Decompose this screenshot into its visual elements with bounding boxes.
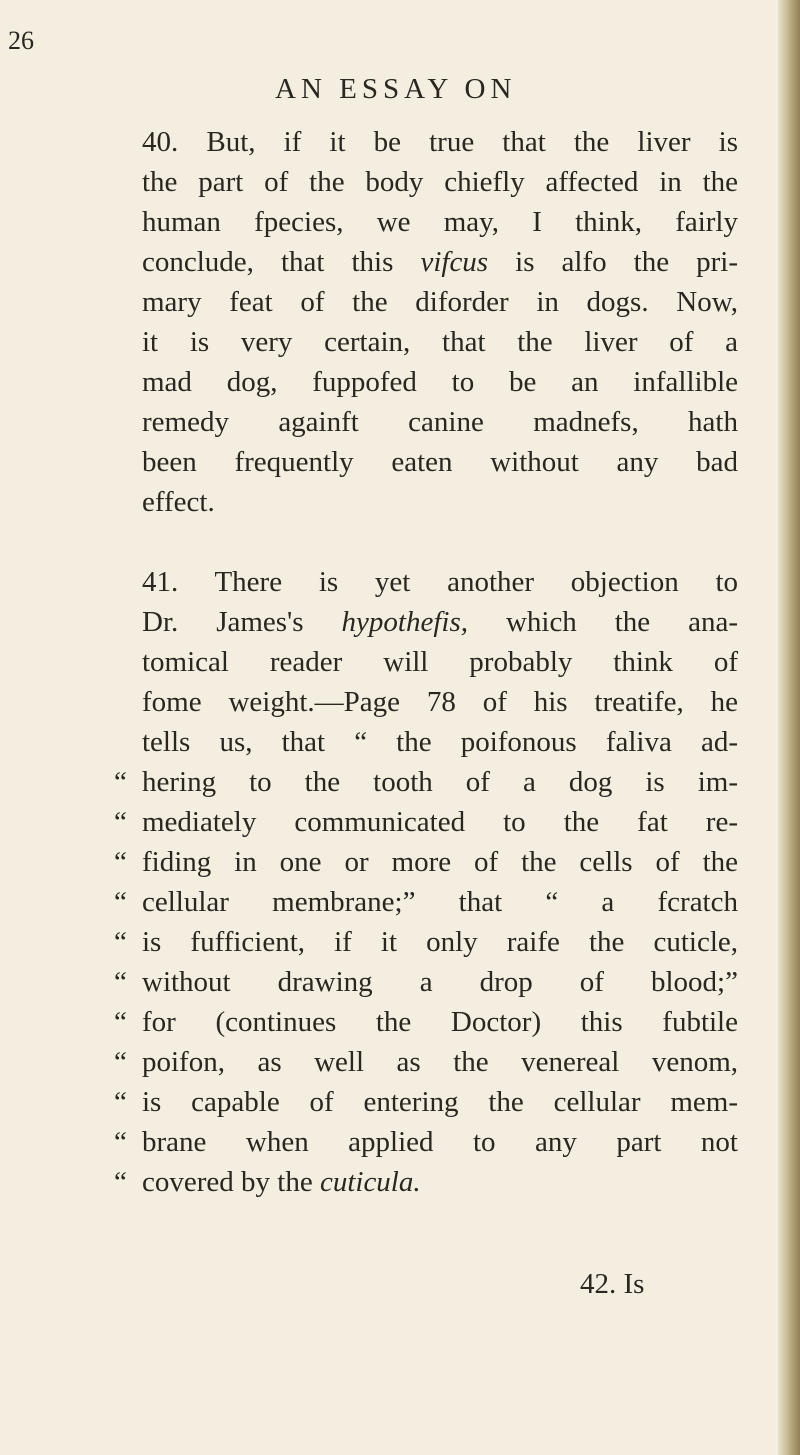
text-segment: without drawing a drop of blood;”	[142, 966, 738, 998]
catchword: 42. Is	[580, 1268, 645, 1300]
quote-mark: “	[114, 966, 127, 998]
text-line	[114, 842, 738, 882]
italic-term: cuticula.	[319, 1166, 421, 1198]
text-line	[114, 802, 738, 842]
quote-mark: “	[114, 1086, 127, 1118]
text-line	[142, 242, 738, 282]
text-segment: hering to the tooth of a dog is im-	[142, 766, 738, 798]
text-line: mary feat of the diforder in dogs. Now,	[142, 286, 738, 318]
quote-mark: “	[114, 926, 127, 958]
text-line: effect.	[142, 486, 215, 518]
text-line	[114, 1002, 738, 1042]
quote-mark: “	[114, 1046, 127, 1078]
page-edge	[778, 0, 800, 1455]
text-segment: covered by the	[142, 1166, 313, 1198]
text-line	[142, 602, 738, 642]
text-line: it is very certain, that the liver of a	[142, 326, 738, 358]
text-line: the part of the body chiefly affected in the	[142, 166, 738, 198]
text-segment: is capable of entering the cellular mem-	[142, 1086, 738, 1118]
text-line: human fpecies, we may, I think, fairly	[142, 206, 738, 238]
text-line	[114, 762, 738, 802]
running-head: AN ESSAY ON	[275, 73, 517, 105]
quote-mark: “	[114, 806, 127, 838]
text-line: 41. There is yet another objection to	[142, 566, 738, 598]
page-number: 26	[8, 26, 34, 55]
text-line: remedy againft canine madnefs, hath	[142, 406, 738, 438]
italic-term: vifcus	[420, 246, 489, 278]
text-line	[114, 962, 738, 1002]
italic-term: hypothefis,	[341, 606, 468, 638]
text-line	[114, 1042, 738, 1082]
text-line: 40. But, if it be true that the liver is	[142, 126, 738, 158]
text-segment: Dr. James's	[142, 606, 304, 638]
text-segment: is alfo the pri-	[515, 246, 739, 278]
text-line	[114, 1162, 738, 1202]
text-segment: brane when applied to any part not	[142, 1126, 738, 1158]
text-line: tells us, that “ the poifonous faliva ad-	[142, 726, 738, 758]
text-line	[114, 882, 738, 922]
text-segment: fiding in one or more of the cells of the	[142, 846, 738, 878]
text-segment: poifon, as well as the venereal venom,	[142, 1046, 738, 1078]
text-line	[114, 922, 738, 962]
quote-mark: “	[114, 1166, 127, 1198]
quote-mark: “	[114, 846, 127, 878]
quote-mark: “	[114, 766, 127, 798]
text-line: fome weight.—Page 78 of his treatife, he	[142, 686, 738, 718]
text-segment: cellular membrane;” that “ a fcratch	[142, 886, 738, 918]
text-line	[114, 1122, 738, 1162]
text-segment: which the ana-	[505, 606, 739, 638]
text-segment: is fufficient, if it only raife the cuticle,	[142, 926, 738, 958]
text-line	[114, 1082, 738, 1122]
text-segment: for (continues the Doctor) this fubtile	[142, 1006, 738, 1038]
quote-mark: “	[114, 886, 127, 918]
text-segment: mediately communicated to the fat re-	[142, 806, 738, 838]
text-segment: conclude, that this	[142, 246, 394, 278]
quote-mark: “	[114, 1006, 127, 1038]
text-line: tomical reader will probably think of	[142, 646, 738, 678]
text-line: mad dog, fuppofed to be an infallible	[142, 366, 738, 398]
quote-mark: “	[114, 1126, 127, 1158]
text-line: been frequently eaten without any bad	[142, 446, 738, 478]
